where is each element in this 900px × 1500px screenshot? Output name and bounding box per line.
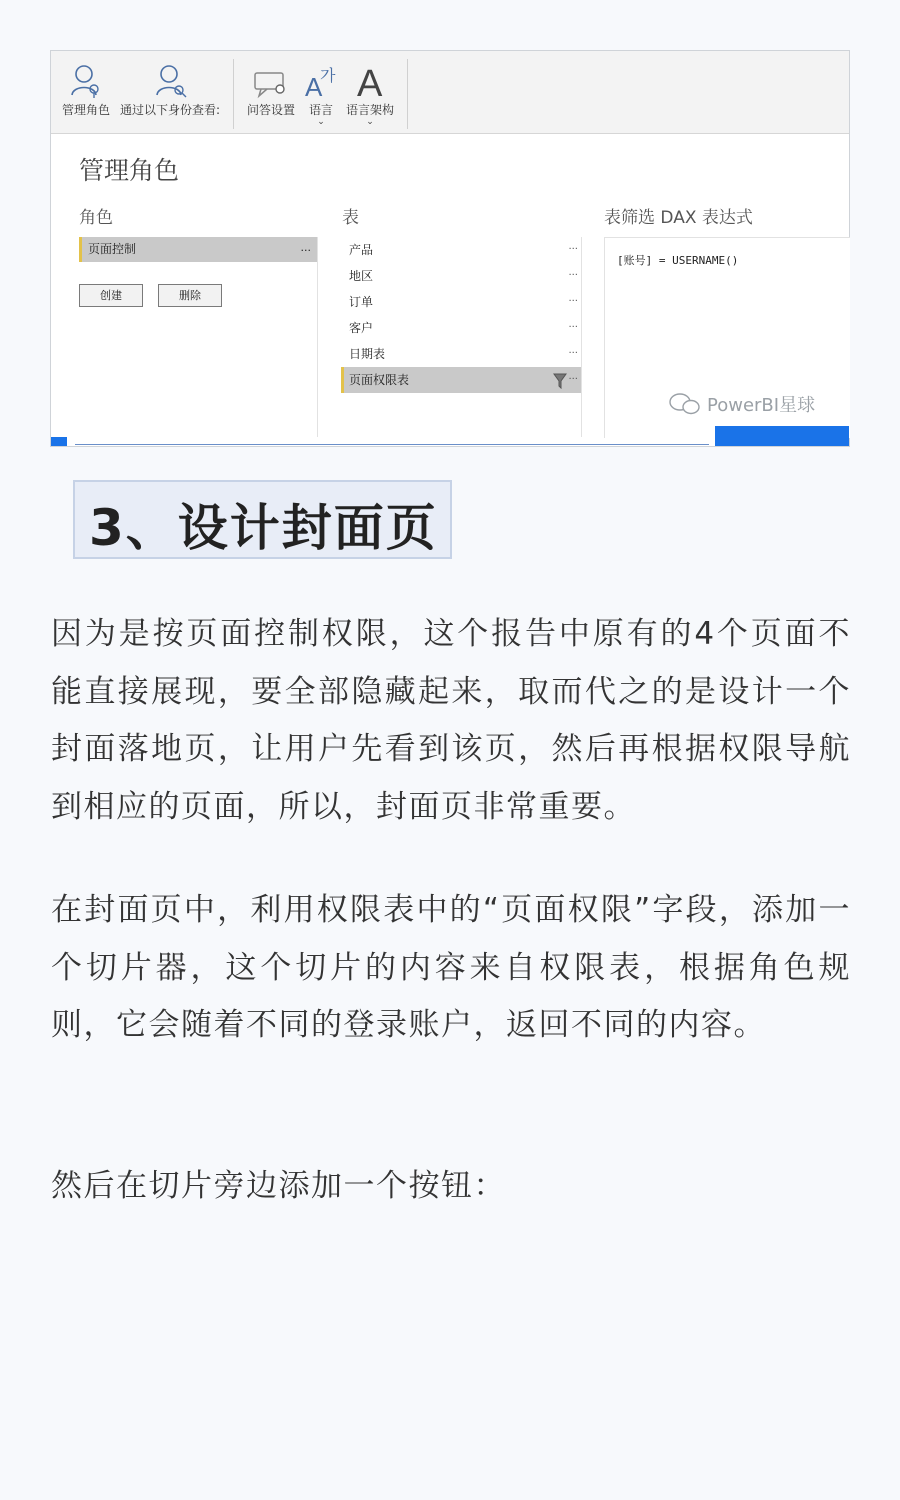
more-options-icon[interactable]: ... xyxy=(568,241,578,252)
view-as-button[interactable] xyxy=(115,59,225,118)
table-item[interactable] xyxy=(341,237,581,263)
svg-text:A: A xyxy=(357,63,383,99)
table-item-label: 日期表 xyxy=(349,347,386,361)
column-divider xyxy=(317,237,318,437)
dax-expression[interactable]: [账号] = USERNAME() xyxy=(617,254,739,267)
table-item-label: 页面权限表 xyxy=(349,373,410,387)
svg-text:가: 가 xyxy=(320,66,336,85)
view-as-icon xyxy=(115,59,225,99)
more-options-icon[interactable]: ... xyxy=(568,319,578,330)
role-item-label: 页面控制 xyxy=(88,242,137,256)
watermark xyxy=(669,391,815,417)
tables-list xyxy=(341,237,581,393)
column-divider xyxy=(581,237,582,437)
section-heading-box xyxy=(73,480,452,559)
language-schema-label: 语言架构 xyxy=(345,103,394,117)
table-item-label: 地区 xyxy=(349,269,374,283)
language-icon xyxy=(303,59,339,99)
filter-icon xyxy=(553,372,567,398)
manage-roles-label: 管理角色 xyxy=(61,103,110,117)
more-options-icon[interactable]: ... xyxy=(568,345,578,356)
table-item[interactable] xyxy=(341,263,581,289)
chevron-down-icon: ⌄ xyxy=(317,117,325,127)
scrollbar-track xyxy=(75,444,709,445)
language-button[interactable] xyxy=(303,59,339,126)
dialog-title: 管理角色 xyxy=(79,156,180,185)
manage-roles-button[interactable] xyxy=(59,59,113,118)
svg-text:A: A xyxy=(305,72,323,99)
ribbon-toolbar xyxy=(51,51,849,134)
chevron-down-icon: ⌄ xyxy=(366,117,374,127)
qa-settings-label: 问答设置 xyxy=(246,103,295,117)
role-item-selected[interactable] xyxy=(79,237,317,262)
wechat-icon xyxy=(669,393,701,415)
language-schema-button[interactable] xyxy=(343,59,397,126)
more-options-icon[interactable]: ... xyxy=(568,371,578,382)
paragraph-1: 因为是按页面控制权限，这个报告中原有的4个页面不能直接展现，要全部隐藏起来，取而代之的是设计一个封面落地页，让用户先看到该页，然后再根据权限导航到相应的页面，所以，封面页非常重要。 xyxy=(51,616,851,825)
table-item[interactable] xyxy=(341,315,581,341)
qa-settings-button[interactable] xyxy=(243,59,299,118)
table-item-label: 订单 xyxy=(349,295,374,309)
ribbon-separator xyxy=(407,59,408,129)
view-as-label: 通过以下身份查看: xyxy=(119,103,221,117)
language-label: 语言 xyxy=(308,103,333,117)
chat-gear-icon xyxy=(243,59,299,99)
more-options-icon[interactable]: ... xyxy=(300,241,311,254)
more-options-icon[interactable]: ... xyxy=(568,267,578,278)
delete-button[interactable]: 删除 xyxy=(158,284,222,307)
table-item[interactable] xyxy=(341,289,581,315)
roles-header: 角色 xyxy=(79,208,113,228)
manage-roles-icon xyxy=(59,59,113,99)
dax-header: 表筛选 DAX 表达式 xyxy=(604,208,753,228)
letter-a-icon xyxy=(343,59,397,99)
more-options-icon[interactable]: ... xyxy=(568,293,578,304)
tables-header: 表 xyxy=(342,208,359,228)
create-button[interactable]: 创建 xyxy=(79,284,143,307)
table-item[interactable] xyxy=(341,341,581,367)
table-item-label: 客户 xyxy=(349,321,374,335)
table-item-selected[interactable] xyxy=(341,367,581,393)
ribbon-separator xyxy=(233,59,234,129)
paragraph-3: 然后在切片旁边添加一个按钮： xyxy=(51,1168,506,1204)
paragraph-2: 在封面页中，利用权限表中的“页面权限”字段，添加一个切片器，这个切片的内容来自权限表，根据角色规则，它会随着不同的登录账户，返回不同的内容。 xyxy=(51,892,851,1043)
screenshot-manage-roles xyxy=(50,50,850,447)
section-heading: 3、设计封面页 xyxy=(89,499,438,557)
accent-bar xyxy=(715,426,849,446)
watermark-text: PowerBI星球 xyxy=(707,395,816,416)
resize-handle xyxy=(51,437,67,446)
table-item-label: 产品 xyxy=(349,243,374,257)
